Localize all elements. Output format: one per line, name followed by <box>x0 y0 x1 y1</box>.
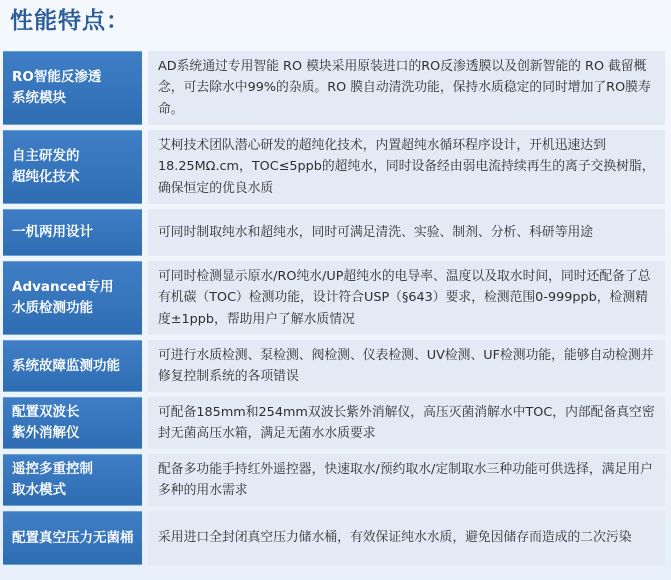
feature-description: 采用进口全封闭真空压力储水桶，有效保证纯水水质，避免因储存而造成的二次污染 <box>148 511 665 565</box>
feature-label: 系统故障监测功能 <box>3 340 142 392</box>
feature-label: 配置真空压力无菌桶 <box>3 511 142 565</box>
feature-label: 配置双波长 紫外消解仪 <box>3 397 142 449</box>
feature-description: 可配备185mm和254mm双波长紫外消解仪，高压灭菌消解水中TOC，内部配备真空密封无菌高压水箱，满足无菌水水质要求 <box>148 397 665 449</box>
page-title: 性能特点： <box>10 8 130 34</box>
feature-description: 可进行水质检测、泵检测、阀检测、仪表检测、UV检测、UF检测功能，能够自动检测并修复控制系统的各项错误 <box>148 340 665 392</box>
feature-label: 遥控多重控制 取水模式 <box>3 454 142 506</box>
feature-row-fault-monitor <box>3 340 665 392</box>
feature-label: RO智能反渗透 系统模块 <box>3 51 142 125</box>
feature-description: 艾柯技术团队潜心研发的超纯化技术，内置超纯水循环程序设计，开机迅速达到18.25MΩ.cm，TOC≤5ppb的超纯水，同时设备经由弱电流持续再生的离子交换树脂，确保恒定的优良水质 <box>148 130 665 204</box>
feature-description: 配备多功能手持红外遥控器，快速取水/预约取水/定制取水三种功能可供选择，满足用户多种的用水需求 <box>148 454 665 506</box>
feature-description: 可同时制取纯水和超纯水，同时可满足清洗、实验、制剂、分析、科研等用途 <box>148 209 665 256</box>
feature-label: 一机两用设计 <box>3 209 142 256</box>
feature-row-ro-module <box>3 51 665 125</box>
feature-description: 可同时检测显示原水/RO纯水/UP超纯水的电导率、温度以及取水时间，同时还配备了总有机碳（TOC）检测功能，设计符合USP（§643）要求，检测范围0-999ppb，检测精度±1ppb，帮助用户了解水质情况 <box>148 261 665 335</box>
feature-row-uv-digester <box>3 397 665 449</box>
feature-row-water-quality <box>3 261 665 335</box>
feature-row-vacuum-tank <box>3 511 665 565</box>
feature-label: 自主研发的 超纯化技术 <box>3 130 142 204</box>
feature-description: AD系统通过专用智能 RO 模块采用原装进口的RO反渗透膜以及创新智能的 RO 截留概念，可去除水中99%的杂质。RO 膜自动清洗功能，保持水质稳定的同时增加了RO膜寿命。 <box>148 51 665 125</box>
feature-label: Advanced专用 水质检测功能 <box>3 261 142 335</box>
feature-row-ultrapure <box>3 130 665 204</box>
feature-row-dual-use <box>3 209 665 256</box>
feature-row-remote-control <box>3 454 665 506</box>
